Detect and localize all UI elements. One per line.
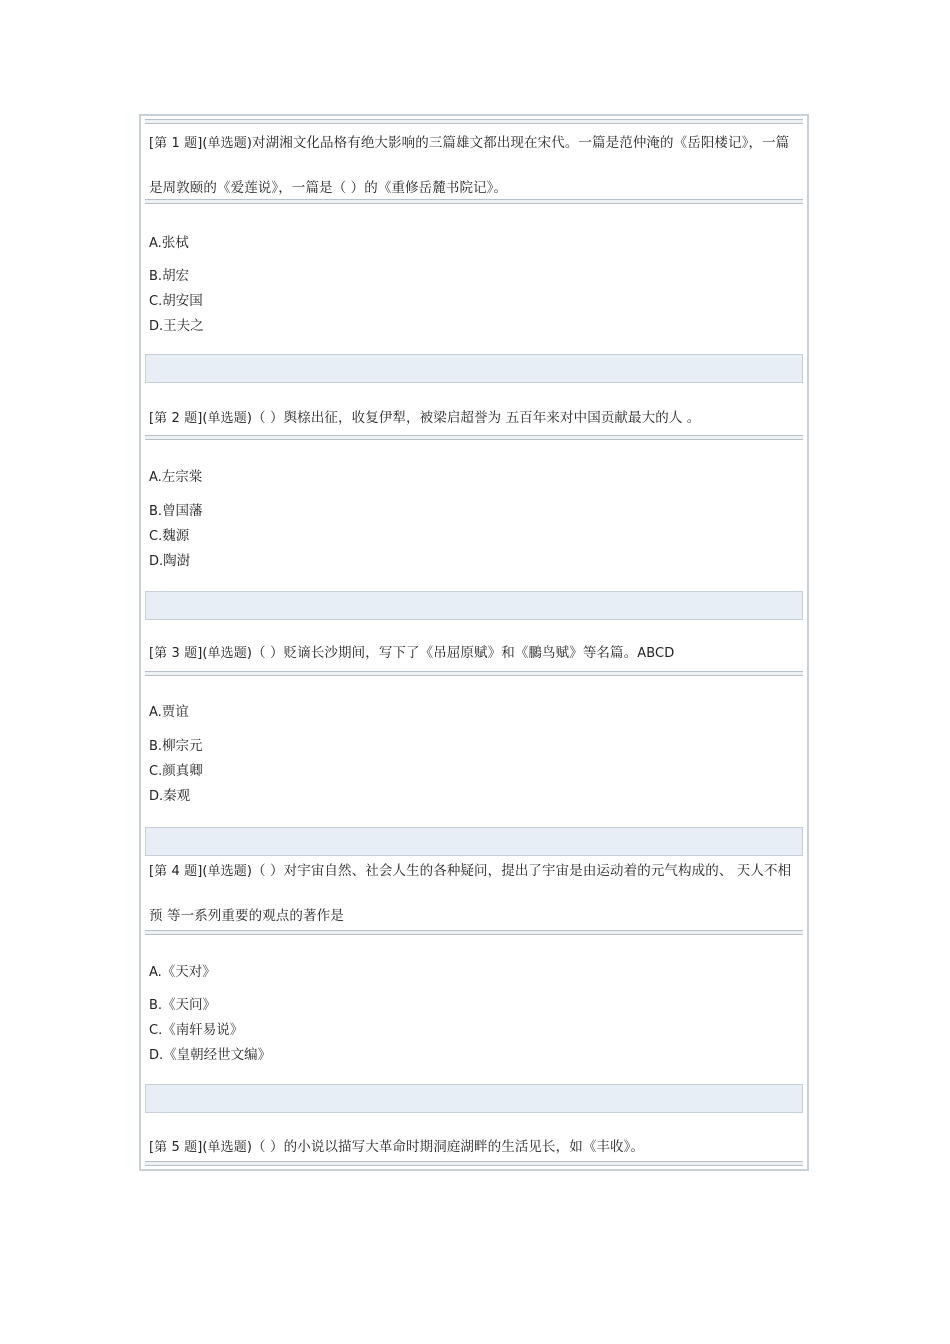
question-4-stem: [149, 849, 801, 938]
option-text: 《皇朝经世文编》: [163, 1047, 272, 1063]
question-4-text: （ ）对宇宙自然、社会人生的各种疑问，提出了宇宙是由运动着的元气构成的、 天人不相预 等一系列重要的观点的著作是: [149, 863, 792, 924]
separator-band: [145, 354, 803, 383]
question-2-option-b[interactable]: [149, 501, 203, 522]
question-2-text: （ ）舆榇出征，收复伊犁，被梁启超誉为 五百年来对中国贡献最大的人 。: [252, 410, 701, 426]
question-1-option-b[interactable]: [149, 266, 189, 287]
option-letter: C.: [149, 294, 163, 309]
question-3-option-d[interactable]: [149, 786, 190, 807]
divider: [145, 199, 803, 204]
divider: [145, 1161, 803, 1166]
option-letter: C.: [149, 529, 163, 544]
question-5-text: （ ）的小说以描写大革命时期洞庭湖畔的生活见长，如《丰收》。: [252, 1139, 645, 1155]
question-2-option-d[interactable]: [149, 551, 190, 572]
divider: [145, 435, 803, 440]
option-text: 陶澍: [163, 553, 191, 569]
separator-band: [145, 1084, 803, 1113]
question-3-text: （ ）贬谪长沙期间，写下了《吊屈原赋》和《鵩鸟赋》等名篇。: [252, 645, 638, 661]
option-text: 张栻: [161, 235, 189, 251]
option-text: 胡宏: [162, 268, 190, 284]
option-letter: D.: [149, 319, 164, 334]
option-letter: A.: [149, 236, 162, 251]
option-letter: D.: [149, 554, 164, 569]
option-text: 王夫之: [163, 318, 204, 334]
question-1-option-c[interactable]: [149, 291, 203, 312]
option-letter: B.: [149, 504, 163, 519]
option-text: 颜真卿: [162, 763, 203, 779]
option-text: 左宗棠: [161, 469, 203, 485]
question-3-stem: [149, 631, 801, 676]
question-5-tag: [第 5 题](单选题): [149, 1140, 253, 1155]
option-text: 贾谊: [161, 704, 189, 720]
option-text: 胡安国: [162, 293, 203, 309]
question-3-suffix: ABCD: [637, 646, 675, 661]
question-1-text: 对湖湘文化品格有绝大影响的三篇雄文都出现在宋代。一篇是范仲淹的《岳阳楼记》，一篇是周敦颐的《爱莲说》，一篇是（ ）的《重修岳麓书院记》。: [149, 135, 790, 196]
option-text: 秦观: [163, 788, 191, 804]
question-4-option-c[interactable]: [149, 1020, 243, 1041]
question-2-option-c[interactable]: [149, 526, 189, 547]
option-letter: B.: [149, 998, 163, 1013]
option-letter: B.: [149, 269, 163, 284]
divider: [145, 930, 803, 935]
option-text: 《天问》: [162, 997, 217, 1013]
question-1-stem: [149, 121, 801, 210]
separator-band: [145, 591, 803, 620]
question-4-option-b[interactable]: [149, 995, 216, 1016]
question-3-option-a[interactable]: [149, 702, 189, 723]
option-letter: D.: [149, 1048, 164, 1063]
question-3-tag: [第 3 题](单选题): [149, 646, 253, 661]
divider: [145, 671, 803, 676]
question-2-option-a[interactable]: [149, 467, 202, 488]
question-4-option-a[interactable]: [149, 962, 216, 983]
question-1-option-a[interactable]: [149, 233, 189, 254]
option-letter: B.: [149, 739, 163, 754]
quiz-container: [139, 114, 809, 1171]
question-4-tag: [第 4 题](单选题): [149, 864, 253, 879]
option-letter: A.: [149, 965, 162, 980]
question-2-tag: [第 2 题](单选题): [149, 411, 253, 426]
option-letter: A.: [149, 705, 162, 720]
question-4-option-d[interactable]: [149, 1045, 271, 1066]
question-3-option-c[interactable]: [149, 761, 203, 782]
option-text: 《天对》: [161, 964, 216, 980]
option-letter: C.: [149, 764, 163, 779]
question-1-tag: [第 1 题](单选题): [149, 136, 253, 151]
question-1-option-d[interactable]: [149, 316, 204, 337]
option-text: 魏源: [162, 528, 190, 544]
option-text: 柳宗元: [162, 738, 203, 754]
option-letter: A.: [149, 470, 162, 485]
option-text: 曾国藩: [162, 503, 203, 519]
question-3-option-b[interactable]: [149, 736, 203, 757]
option-text: 《南轩易说》: [162, 1022, 244, 1038]
option-letter: C.: [149, 1023, 163, 1038]
option-letter: D.: [149, 789, 164, 804]
